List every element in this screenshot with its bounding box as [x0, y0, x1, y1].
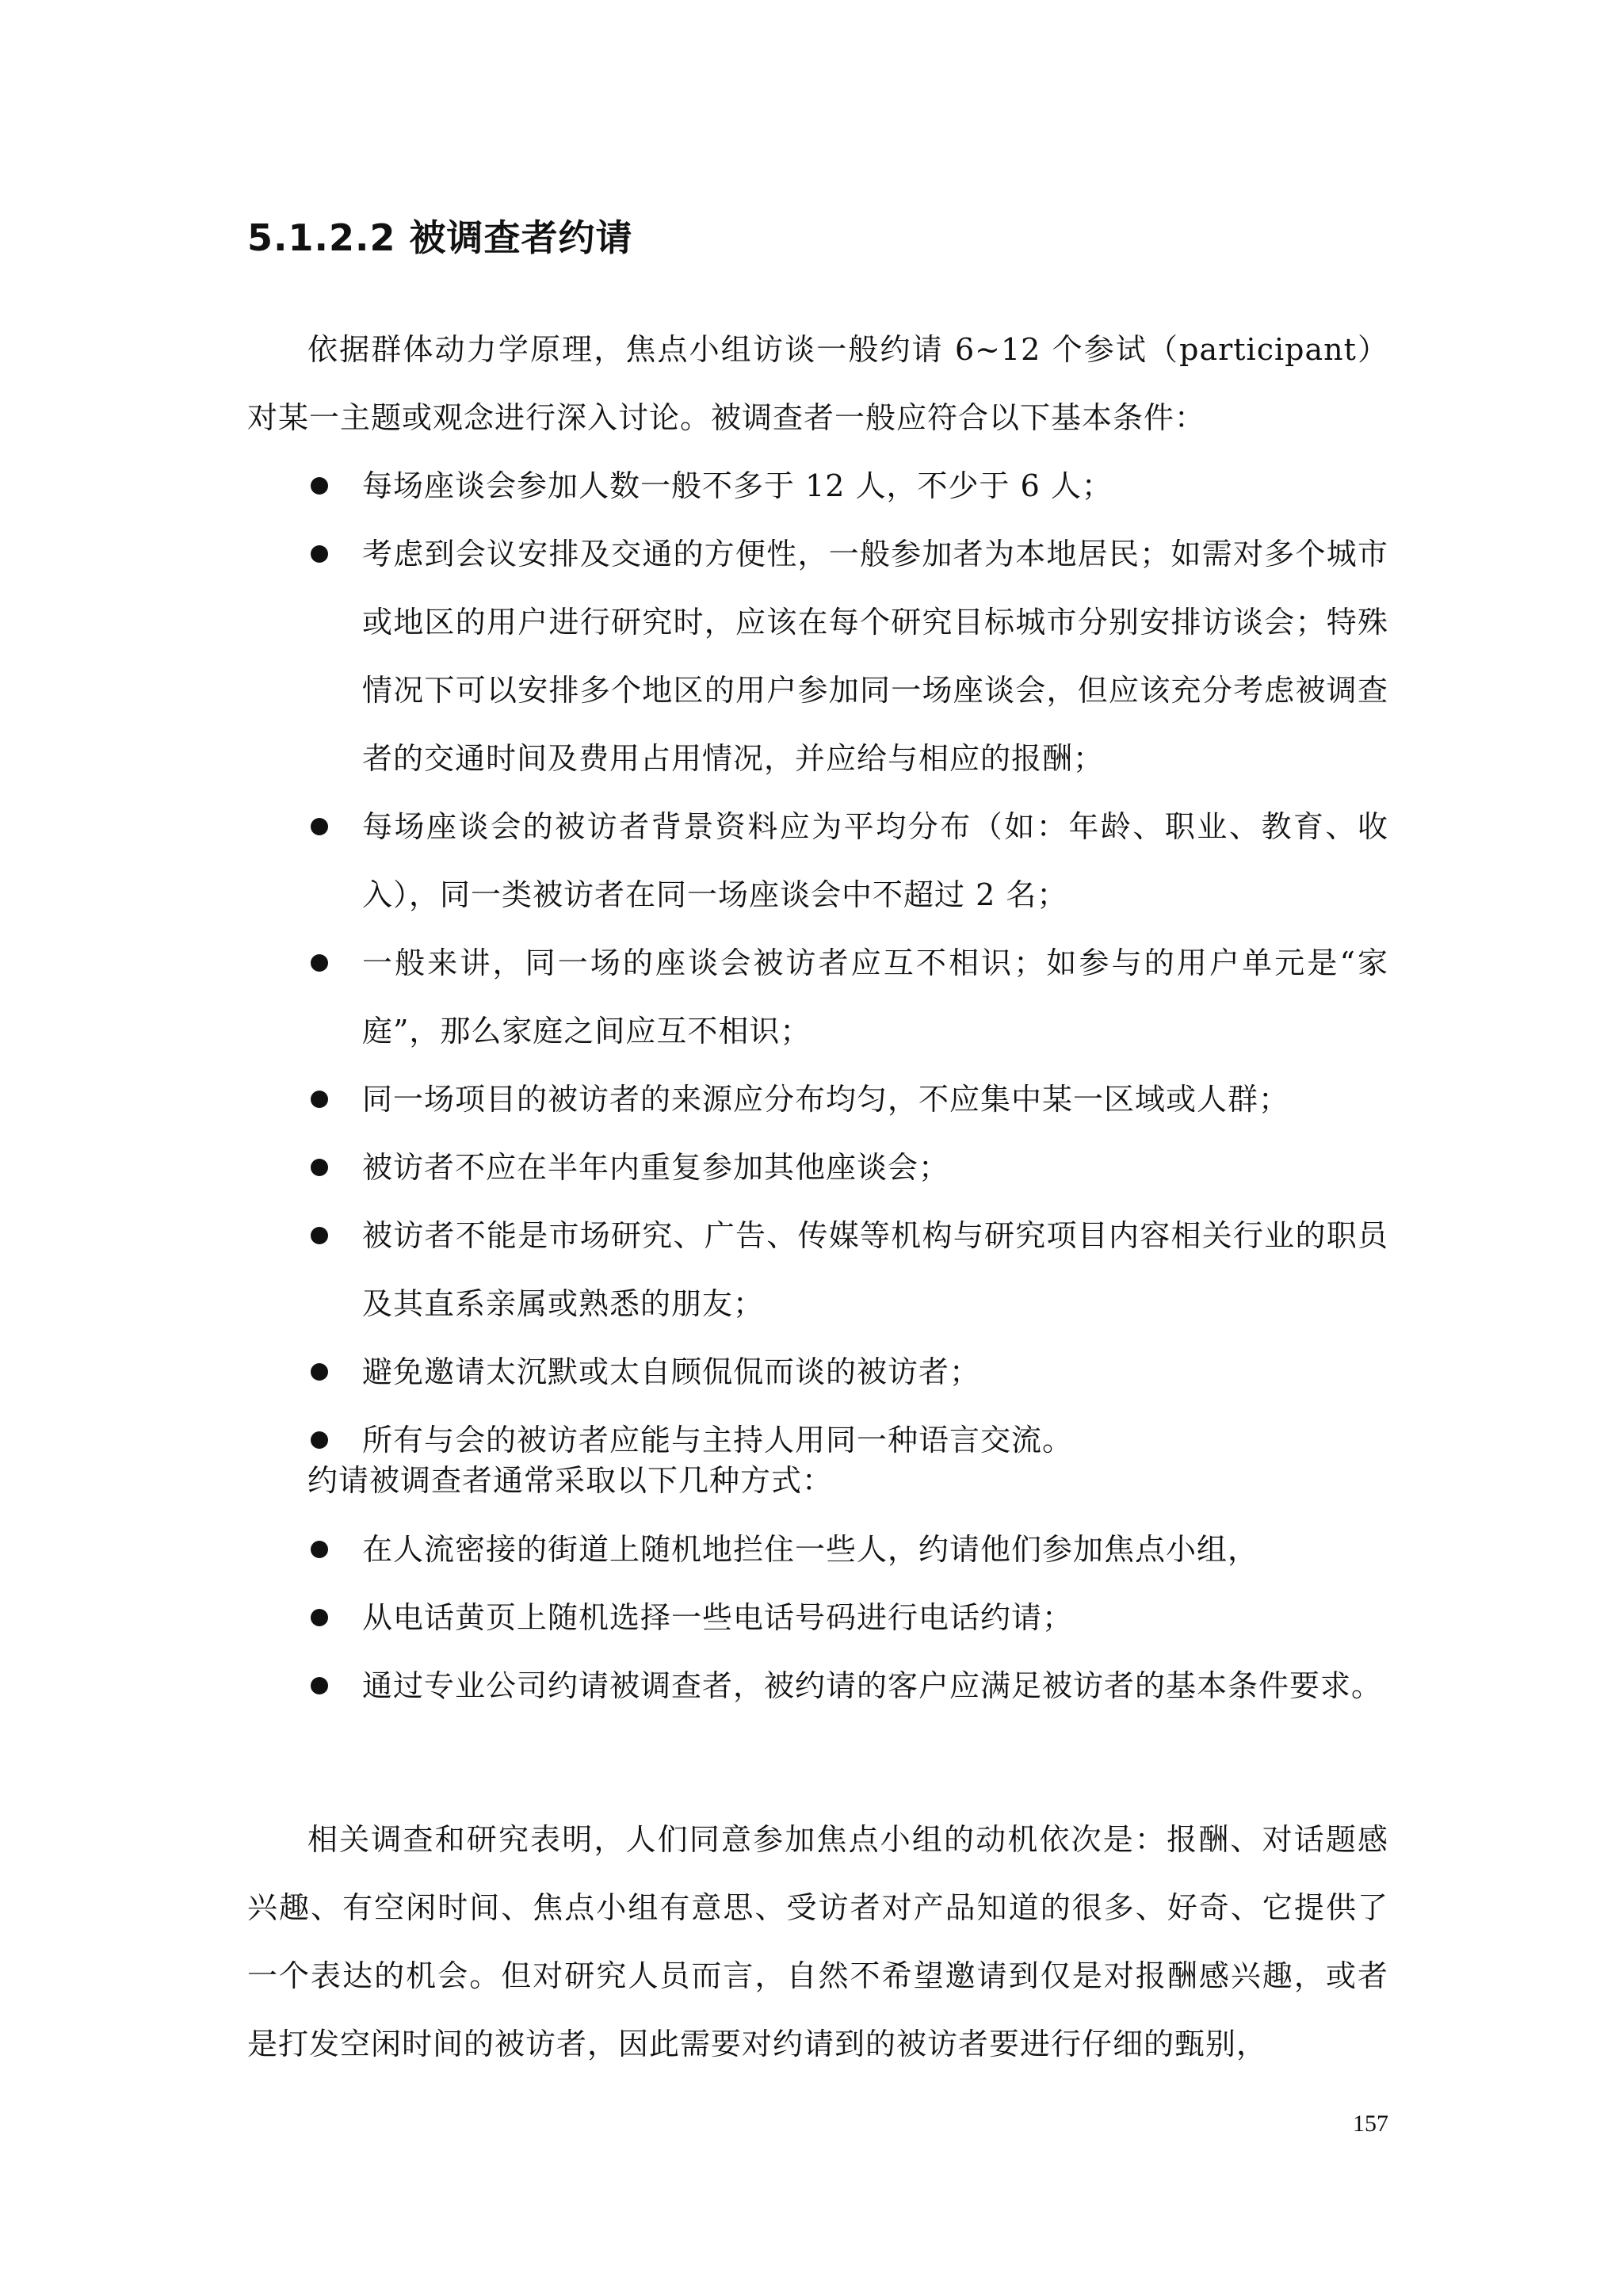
list-item-text: 被访者不应在半年内重复参加其他座谈会； [362, 1150, 950, 1185]
bullet-icon [307, 452, 331, 520]
paragraph-motivation [247, 1805, 1388, 2078]
paragraph-text: 相关调查和研究表明，人们同意参加焦点小组的动机依次是：报酬、对话题感兴趣、有空闲时间、焦点小组有意思、受访者对产品知道的很多、好奇、它提供了一个表达的机会。但对研究人员而言，自然不希望邀请到仅是对报酬感兴趣，或者是打发空闲时间的被访者，因此需要对约请到的被访者要进行仔细的甄别， [247, 1822, 1388, 2061]
bullet-icon [307, 1065, 331, 1133]
bullet-icon [307, 793, 331, 861]
methods-intro-text: 约请被调查者通常采取以下几种方式： [307, 1463, 834, 1498]
list-item-text: 被访者不能是市场研究、广告、传媒等机构与研究项目内容相关行业的职员及其直系亲属或熟悉的朋友； [362, 1218, 1388, 1321]
bullet-icon [307, 929, 331, 997]
page-number: 157 [1353, 2111, 1388, 2137]
list-item [247, 793, 1388, 929]
list-item-text: 一般来讲，同一场的座谈会被访者应互不相识；如参与的用户单元是“家庭”，那么家庭之间应互不相识； [362, 946, 1388, 1049]
list-item [247, 929, 1388, 1065]
list-item-text: 考虑到会议安排及交通的方便性，一般参加者为本地居民；如需对多个城市或地区的用户进行研究时，应该在每个研究目标城市分别安排访谈会；特殊情况下可以安排多个地区的用户参加同一场座谈会，但应该充分考虑被调查者的交通时间及费用占用情况，并应给与相应的报酬； [362, 537, 1388, 776]
list-item [247, 452, 1388, 520]
bullet-icon [307, 1338, 331, 1406]
paragraph-text: 依据群体动力学原理，焦点小组访谈一般约请 6~12 个参试（participant）对某一主题或观念进行深入讨论。被调查者一般应符合以下基本条件： [247, 332, 1388, 435]
bullet-icon [307, 1515, 331, 1584]
list-item-text: 同一场项目的被访者的来源应分布均匀，不应集中某一区域或人群； [362, 1082, 1290, 1117]
bullet-icon [307, 520, 331, 588]
list-item-text: 每场座谈会参加人数一般不多于 12 人，不少于 6 人； [362, 468, 1113, 503]
list-item [247, 1338, 1388, 1406]
list-item-text: 从电话黄页上随机选择一些电话号码进行电话约请； [362, 1600, 1074, 1635]
list-item [247, 1652, 1388, 1720]
list-item [247, 1201, 1388, 1338]
methods-intro-block [247, 1446, 1388, 1515]
list-item [247, 1515, 1388, 1584]
list-item [247, 1584, 1388, 1652]
methods-list [247, 1515, 1388, 1720]
section-heading: 5.1.2.2 被调查者约请 [247, 216, 633, 259]
bullet-icon [307, 1133, 331, 1201]
bullet-icon [307, 1201, 331, 1270]
list-item [247, 520, 1388, 793]
list-item-text: 所有与会的被访者应能与主持人用同一种语言交流。 [362, 1423, 1074, 1457]
methods-list-block [247, 1515, 1388, 1720]
conditions-list-block [247, 452, 1388, 1474]
paragraph-participants-intro [247, 315, 1388, 452]
list-item-text: 避免邀请太沉默或太自顾侃侃而谈的被访者； [362, 1354, 981, 1389]
list-item-text: 通过专业公司约请被调查者，被约请的客户应满足被访者的基本条件要求。 [362, 1668, 1383, 1703]
list-item [247, 1133, 1388, 1201]
bullet-icon [307, 1584, 331, 1652]
list-item-text: 每场座谈会的被访者背景资料应为平均分布（如：年龄、职业、教育、收入），同一类被访者在同一场座谈会中不超过 2 名； [362, 809, 1388, 912]
bullet-icon [307, 1652, 331, 1720]
list-item [247, 1065, 1388, 1133]
list-item-text: 在人流密接的街道上随机地拦住一些人，约请他们参加焦点小组， [362, 1532, 1259, 1567]
conditions-list [247, 452, 1388, 1474]
